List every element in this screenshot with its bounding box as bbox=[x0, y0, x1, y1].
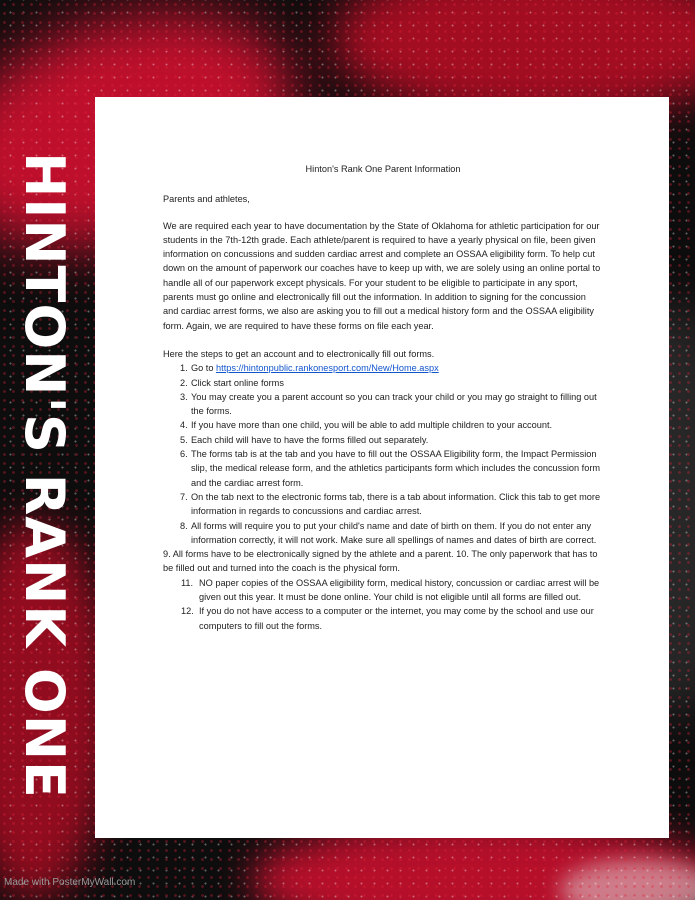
list-item: 2. Click start online forms bbox=[180, 377, 284, 388]
list-item: 6. The forms tab is at the tab and you have to fill out the OSSAA Eligibility form, the Impact Permission slip, the medical release form, and the athletics participants form which includes the concussion form and the cardiac arrest form. bbox=[180, 449, 601, 488]
list-item: 3. You may create you a parent account so you can track your child or you may go straight to filling out the forms. bbox=[180, 391, 597, 417]
list-item: 1. Go to https://hintonpublic.rankonesport.com/New/Home.aspx bbox=[180, 363, 439, 374]
steps-list bbox=[163, 361, 603, 633]
document-body bbox=[163, 162, 603, 633]
list-item: 8. All forms will require you to put your child's name and date of birth on them. If you do not enter any information correctly, it will not work. Make sure all spellings of names and dates of birth are correct. bbox=[180, 520, 597, 545]
list-item: 9. All forms have to be electronically signed by the athlete and a parent. 10. The only paperwork that has to be filled out and turned into the coach is the physical form. bbox=[163, 549, 598, 574]
poster-vertical-title bbox=[10, 151, 78, 799]
intro-paragraph: We are required each year to have documentation by the State of Oklahoma for athletic participation for our students in the 7th-12th grade. Each athlete/parent is required to have a yearly physical on file, been given information on concussions and sudden cardiac arrest and complete an OSSAA eligibility form. To help cut down on the amount of paperwork our coaches have to keep up with, we are solely using an online portal to handle all of our paperwork except physicals. For your student to be eligible to participate in any sport, parents must go online and electronically fill out the information. In addition to signing for the concussion and cardiac arrest forms, we also are asking you to fill out a medical history form and the OSSAA eligibility form. Again, we are required to have these forms on file each year. bbox=[163, 220, 601, 331]
document-page bbox=[95, 97, 669, 838]
steps-intro: Here the steps to get an account and to electronically fill out forms. bbox=[163, 348, 435, 359]
list-item: 11. NO paper copies of the OSSAA eligibility form, medical history, concussion or cardiac arrest will be given out this year. It must be done online. Your child is not eligible until all forms are filled out. bbox=[181, 577, 600, 603]
list-item: 5. Each child will have to have the forms filled out separately. bbox=[180, 434, 429, 445]
postermywall-watermark: Made with PosterMyWall.com bbox=[4, 877, 136, 888]
list-item: 4. If you have more than one child, you will be able to add multiple children to your account. bbox=[180, 420, 553, 431]
greeting: Parents and athletes, bbox=[163, 194, 250, 205]
list-item: 7. On the tab next to the electronic forms tab, there is a tab about information. Click this tab to get more information in regards to concussions and cardiac arrest. bbox=[180, 491, 601, 517]
document-title: Hinton's Rank One Parent Information bbox=[305, 164, 461, 174]
vertical-title-text: HINTON'S RANK ONE bbox=[12, 151, 76, 799]
list-item: 12. If you do not have access to a computer or the internet, you may come by the school and use our computers to fill out the forms. bbox=[181, 606, 594, 631]
rankone-link[interactable]: https://hintonpublic.rankonesport.com/New/Home.aspx bbox=[216, 363, 439, 374]
